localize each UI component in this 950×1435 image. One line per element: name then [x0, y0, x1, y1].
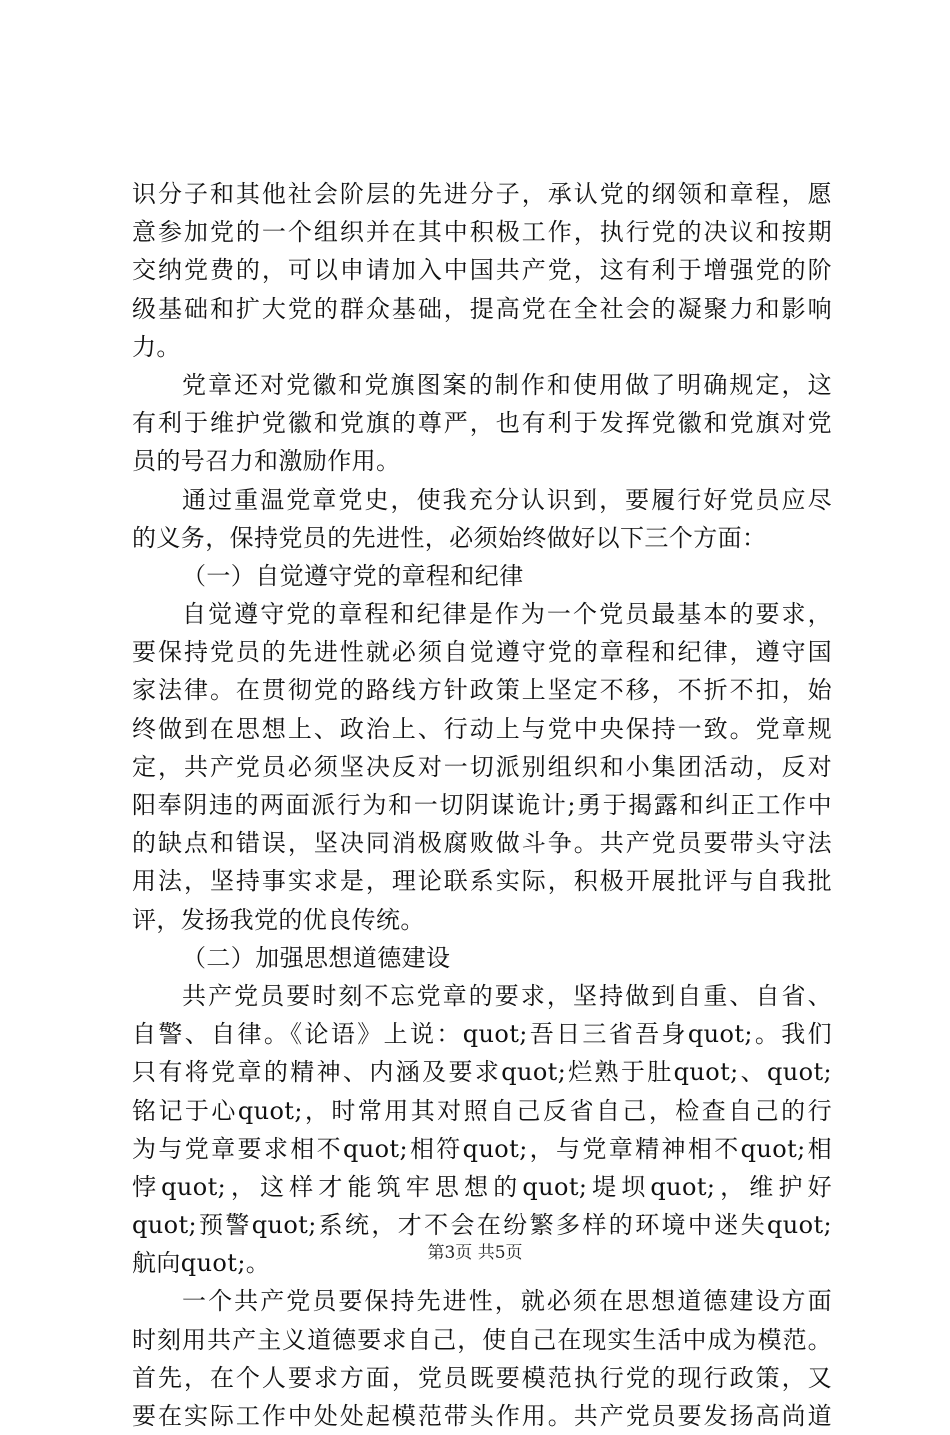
text-line: 自警、自律。《论语》上说：quot;吾日三省吾身quot;。我们: [132, 1020, 832, 1049]
text-line: 航向quot;。: [132, 1249, 271, 1278]
text-line: 要保持党员的先进性就必须自觉遵守党的章程和纪律，遵守国: [132, 638, 832, 667]
text-line: 终做到在思想上、政治上、行动上与党中央保持一致。党章规: [132, 714, 832, 743]
text-line: 要在实际工作中处处起模范带头作用。共产党员要发扬高尚道: [132, 1402, 832, 1430]
text-line: 为与党章要求相不quot;相符quot;，与党章精神相不quot;相: [132, 1134, 832, 1163]
text-line: 家法律。在贯彻党的路线方针政策上坚定不移，不折不扣，始: [132, 676, 832, 705]
text-line: 通过重温党章党史，使我充分认识到，要履行好党员应尽: [182, 485, 832, 514]
text-line: 时刻用共产主义道德要求自己，使自己在现实生活中成为模范。: [132, 1325, 832, 1354]
text-line: 识分子和其他社会阶层的先进分子，承认党的纲领和章程，愿: [132, 180, 832, 208]
text-line: 定，共产党员必须坚决反对一切派别组织和小集团活动，反对: [132, 752, 832, 781]
text-line: 首先，在个人要求方面，党员既要模范执行党的现行政策，又: [132, 1363, 832, 1392]
text-line: 悖quot;，这样才能筑牢思想的quot;堤坝quot;，维护好: [132, 1172, 832, 1201]
section-heading: （二）加强思想道德建设: [182, 943, 451, 972]
text-line: 交纳党费的，可以申请加入中国共产党，这有利于增强党的阶: [132, 256, 832, 285]
text-line: 意参加党的一个组织并在其中积极工作，执行党的决议和按期: [132, 218, 832, 247]
section-heading: （一）自觉遵守党的章程和纪律: [182, 561, 524, 590]
text-line: 一个共产党员要保持先进性，就必须在思想道德建设方面: [182, 1287, 832, 1316]
text-line: 级基础和扩大党的群众基础，提高党在全社会的凝聚力和影响: [132, 294, 832, 323]
text-line: quot;预警quot;系统，才不会在纷繁多样的环境中迷失quot;: [132, 1211, 832, 1240]
text-line: 用法，坚持事实求是，理论联系实际，积极开展批评与自我批: [132, 867, 832, 896]
text-line: 有利于维护党徽和党旗的尊严，也有利于发挥党徽和党旗对党: [132, 409, 832, 438]
text-line: 只有将党章的精神、内涵及要求quot;烂熟于肚quot;、quot;: [132, 1058, 832, 1087]
text-line: 党章还对党徽和党旗图案的制作和使用做了明确规定，这: [182, 370, 832, 399]
text-line: 员的号召力和激励作用。: [132, 447, 401, 476]
page-footer: 第3页 共5页: [427, 1243, 523, 1263]
text-line: 的缺点和错误，坚决同消极腐败做斗争。共产党员要带头守法: [132, 829, 832, 858]
text-line: 力。: [132, 332, 181, 361]
text-line: 自觉遵守党的章程和纪律是作为一个党员最基本的要求，: [182, 600, 832, 629]
text-line: 评，发扬我党的优良传统。: [132, 905, 425, 934]
text-line: 阳奉阴违的两面派行为和一切阴谋诡计;勇于揭露和纠正工作中: [132, 791, 832, 819]
text-line: 铭记于心quot;，时常用其对照自己反省自己，检查自己的行: [132, 1096, 832, 1125]
text-line: 共产党员要时刻不忘党章的要求，坚持做到自重、自省、: [182, 981, 832, 1010]
text-line: 的义务，保持党员的先进性，必须始终做好以下三个方面：: [132, 523, 767, 552]
